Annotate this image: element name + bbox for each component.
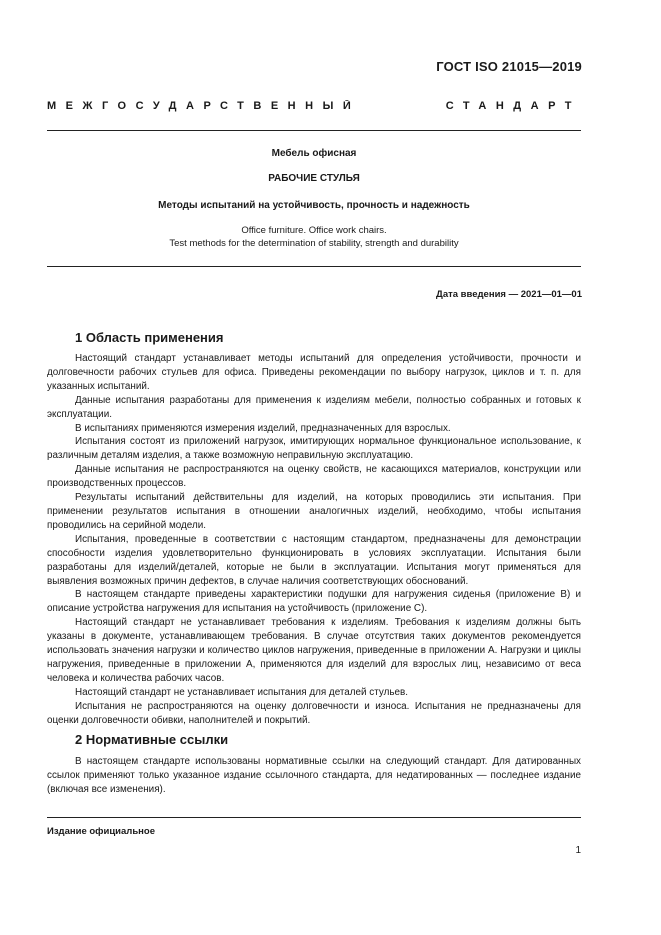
paragraph: Настоящий стандарт не устанавливает требования к изделиям. Требования к изделиям должны быть указаны в документе, устанавливающем требования. В случае отсутствия таких документов рекомендуется использовать значения нагрузки и количество циклов нагружения, приведенные в приложении А. Нагрузки и циклы нагружения, приведенные в приложении А, применяются для изделий для взрослых лиц, независимо от веса человека и количества рабочих часов. [47,617,581,684]
paragraph: Испытания не распространяются на оценку долговечности и износа. Испытания не предназначены для оценки долговечности обивки, наполнителей и покрытий. [47,700,581,726]
title-category: Мебель офисная [271,148,357,159]
paragraph: Настоящий стандарт не устанавливает испытания для деталей стульев. [75,686,408,698]
paragraph: Данные испытания разработаны для применения к изделиям мебели, полностью собранных и готовых к эксплуатации. [47,394,581,420]
paragraph: Испытания, проведенные в соответствии с настоящим стандартом, предназначены для демонстрации способности изделия удовлетворительно функционировать в условиях эксплуатации. Испытания были разработаны для изделий/деталей, которые не были в эксплуатации. Испытания могут применяться для выявления возможных причин дефектов, в случае наличия соответствующих обоснований. [47,533,581,587]
paragraph: Испытания состоят из приложений нагрузок, имитирующих нормальное функциональное использование, к различным деталям изделия, а также возможную неправильную эксплуатацию. [47,436,581,462]
paragraph: Результаты испытаний действительны для изделий, на которых проводились эти испытания. При применении результатов испытания в отношении аналогичных изделий, необходимо, чтобы испытания проводились на серийной модели. [47,492,581,531]
section-2-heading: 2 Нормативные ссылки [75,732,229,747]
introduction-date: Дата введения — 2021—01—01 [436,289,582,300]
page-number: 1 [575,845,581,856]
middle-rule [47,266,581,267]
section-1-heading: 1 Область применения [75,330,224,345]
section-2-body [47,755,581,797]
english-title-line-1: Office furniture. Office work chairs. [241,225,387,236]
official-edition-label: Издание официальное [47,826,155,837]
title-main: РАБОЧИЕ СТУЛЬЯ [268,173,360,184]
paragraph: В настоящем стандарте приведены характеристики подушки для нагружения сиденья (приложение В) и описание устройства нагружения для испытания на устойчивость (приложение С). [47,589,581,615]
interstate-standard-label: МЕЖГОСУДАРСТВЕННЫЙ СТАНДАРТ [47,100,581,112]
top-rule [47,130,581,131]
paragraph: Настоящий стандарт устанавливает методы испытаний для определения устойчивости, прочности и долговечности рабочих стульев для офиса. Приведены рекомендации по выбору нагрузок, циклов и т. п. для указанных испытаний. [47,353,581,392]
paragraph: В испытаниях применяются измерения изделий, предназначенных для взрослых. [75,422,451,434]
section-1-body [47,352,581,727]
paragraph: В настоящем стандарте использованы нормативные ссылки на следующий стандарт. Для датированных ссылок применяют только указанное издание ссылочного стандарта, для недатированных — последнее издание (включая все изменения). [47,756,581,795]
standard-code: ГОСТ ISO 21015—2019 [436,59,582,74]
footer-rule [47,817,581,818]
paragraph: Данные испытания не распространяются на оценку свойств, не касающихся материалов, конструкции или производственных процессов. [47,464,581,490]
english-title-line-2: Test methods for the determination of stability, strength and durability [169,238,459,249]
title-subject: Методы испытаний на устойчивость, прочность и надежность [158,200,470,211]
